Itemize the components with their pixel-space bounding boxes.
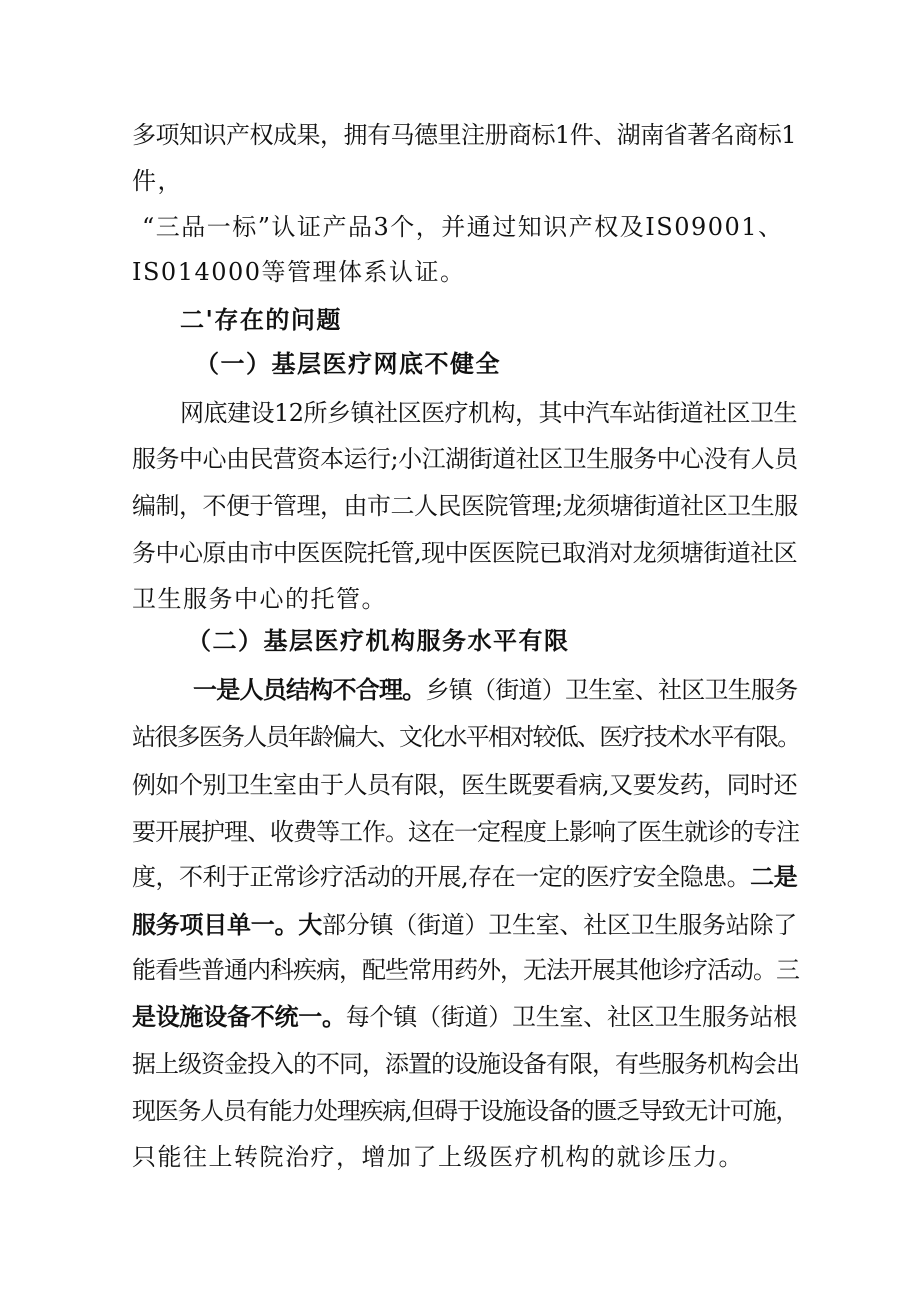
text-run: 只能往上转院治疗，增加了上级医疗机构的就诊压力。 <box>132 1143 744 1171</box>
body-text-line <box>132 482 798 530</box>
body-text-line <box>132 575 387 623</box>
text-run: 部分镇（街道）卫生室、社区卫生服务站除了 <box>322 911 797 939</box>
body-text-line <box>132 761 797 809</box>
body-text-line <box>142 203 784 251</box>
text-run: 件， <box>132 167 183 195</box>
text-run: 站很多医务人员年龄偏大、文化水平相对较低、医疗技术水平有限。 <box>132 723 800 751</box>
text-run: 网底建设12所乡镇社区医疗机构，其中汽车站街道社区卫生 <box>180 399 798 427</box>
body-text-line <box>193 666 798 714</box>
text-run: 据上级资金投入的不同，添置的设施设备有限，有些服务机构会出 <box>132 1050 799 1078</box>
text-run: 能看些普通内科疾病，配些常用药外，无法开展其他诊疗活动。三 <box>132 956 799 984</box>
body-text-line <box>132 993 797 1041</box>
text-run: “三品一标”认证产品3个，并通过知识产权及IS09001、 <box>142 213 784 241</box>
text-run: 务中心原由市中医医院托管,现中医医院已取消对龙须塘街道社区 <box>132 539 798 567</box>
text-run: 每个镇（街道）卫生室、社区卫生服务站根 <box>345 1003 797 1031</box>
body-text-line <box>132 946 799 994</box>
text-run: 多项知识产权成果，拥有马德里注册商标1件、湖南省著名商标1 <box>132 121 797 149</box>
heading-text: （一）基层医疗网底不健全 <box>195 349 501 378</box>
body-text-line <box>132 435 798 483</box>
body-text-line <box>132 1133 744 1181</box>
body-text-line <box>132 529 797 577</box>
emphasis-run: 服务项目单一。大 <box>132 910 322 939</box>
body-text-line <box>132 1087 798 1135</box>
body-text-line <box>132 713 800 761</box>
emphasis-run: 是设施设备不统一。 <box>132 1002 346 1031</box>
text-run: 编制，不便于管理，由市二人民医院管理;龙须塘街道社区卫生服 <box>132 492 798 520</box>
text-run: 乡镇（街道）卫生室、社区卫生服务 <box>425 676 798 704</box>
text-run: 度，不利于正常诊疗活动的开展,存在一定的医疗安全隐患。 <box>132 863 751 891</box>
body-text-line <box>132 1040 799 1088</box>
emphasis-run: 二是 <box>750 862 798 891</box>
section-heading <box>180 296 342 344</box>
text-run: IS014000等管理体系认证。 <box>132 258 466 286</box>
text-run: 要开展护理、收费等工作。这在一定程度上影响了医生就诊的专注 <box>132 818 799 846</box>
text-run: 卫生服务中心的托管。 <box>132 585 387 613</box>
body-text-line <box>132 157 183 205</box>
subsection-heading <box>187 617 570 665</box>
body-text-line <box>132 111 796 159</box>
body-text-line <box>132 901 797 949</box>
emphasis-run: 一是人员结构不合理。 <box>193 675 426 704</box>
body-text-line <box>132 808 799 856</box>
body-text-line <box>132 248 466 296</box>
heading-text: （二）基层医疗机构服务水平有限 <box>187 626 570 655</box>
text-run: 现医务人员有能力处理疾病,但碍于设施设备的匮乏导致无计可施， <box>132 1097 799 1125</box>
subsection-heading <box>195 340 501 388</box>
body-text-line <box>132 853 797 901</box>
text-run: 服务中心由民营资本运行;小江湖街道社区卫生服务中心没有人员 <box>132 445 798 473</box>
text-run: 例如个别卫生室由于人员有限，医生既要看病,又要发药，同时还 <box>132 771 798 799</box>
heading-text: 二'存在的问题 <box>180 305 342 334</box>
body-text-line <box>180 389 797 437</box>
